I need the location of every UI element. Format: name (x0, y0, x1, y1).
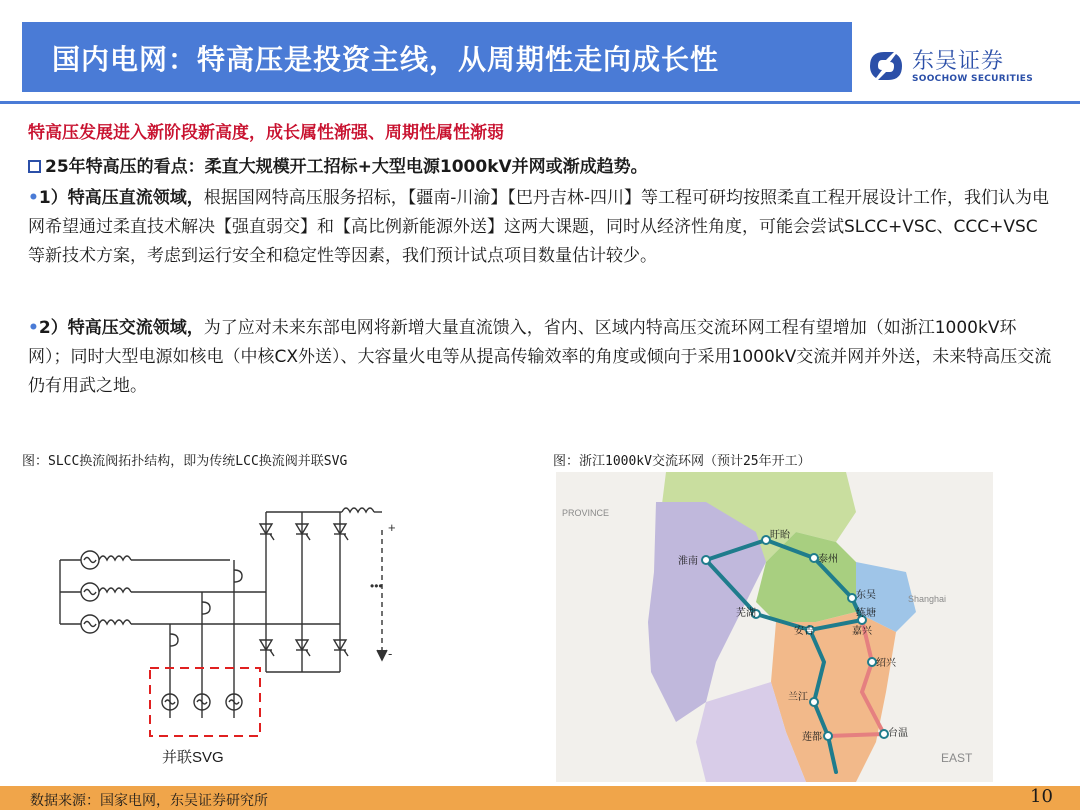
ac-source-3 (60, 615, 340, 633)
map-label-lanjiang: 兰江 (788, 692, 808, 703)
zhejiang-ring-map (556, 472, 993, 782)
map-label-east: EAST (941, 751, 973, 765)
left-figure-caption: 图：SLCC换流阀拓扑结构，即为传统LCC换流阀并联SVG (22, 454, 348, 469)
svg-highlight-box (150, 668, 260, 736)
paragraph-dc (28, 184, 1052, 271)
map-label-province: PROVINCE (562, 508, 610, 518)
map-label-xuyi: 盱眙 (770, 530, 790, 541)
svg-label: 并联SVG (162, 749, 224, 766)
map-label-taizhou: 泰州 (818, 554, 838, 565)
paragraph-dc-body: 根据国网特高压服务招标，【疆南-川渝】【巴丹吉林-四川】等工程可研均按照柔直工程开展设计工作，我们认为电网希望通过柔直技术解决【强直弱交】和【高比例新能源外送】这两大课题，同时从经济性角度，可能会尝试SLCC+VSC、CCC+VSC等新技术方案，考虑到运行安全和稳定性等因素，我们预计试点项目数量估计较少。 (28, 188, 1049, 266)
ac-source-1 (60, 551, 230, 569)
section-subtitle: 特高压发展进入新阶段新高度，成长属性渐强、周期性属性渐弱 (28, 123, 504, 143)
paragraph-ac-body: 为了应对未来东部电网将新增大量直流馈入，省内、区域内特高压交流环网工程有望增加（如浙江1000kV环网）；同时大型电源如核电（中核CX外送）、大容量火电等从提高传输效率的角度或倾向于采用1000kV交流并网并外送，未来特高压交流仍有用武之地。 (28, 318, 1052, 396)
header-divider (0, 101, 1080, 104)
page-title: 国内电网：特高压是投资主线，从周期性走向成长性 (52, 43, 720, 76)
bullet-dot-icon: • (28, 318, 39, 338)
bullet-dot-icon: • (28, 188, 39, 208)
square-bullet-icon (28, 160, 41, 173)
svg-text:•••: ••• (370, 579, 383, 593)
map-label-anji: 安吉 (794, 626, 814, 637)
title-bar (22, 22, 852, 92)
logo-mark-icon (866, 48, 906, 84)
ac-source-2 (60, 583, 266, 601)
slcc-topology-diagram (40, 490, 440, 780)
map-label-jiaxing: 嘉兴 (852, 626, 872, 637)
paragraph-dc-lead: 1）特高压直流领域， (38, 188, 204, 208)
map-label-liantang: 练塘 (856, 608, 876, 619)
right-figure-caption: 图：浙江1000kV交流环网（预计25年开工） (553, 454, 811, 469)
logo-english-name: SOOCHOW SECURITIES (912, 74, 1033, 84)
map-label-dongwu: 东吴 (856, 590, 876, 601)
map-label-wuhu: 芜湖 (736, 608, 756, 619)
key-point (28, 152, 648, 177)
logo-chinese-name: 东吴证券 (912, 49, 1005, 74)
map-label-taiwen: 台温 (888, 728, 908, 739)
map-label-liandu: 莲都 (802, 732, 822, 743)
paragraph-ac (28, 314, 1052, 401)
key-point-text: 25年特高压的看点：柔直大规模开工招标+大型电源1000kV并网或渐成趋势。 (45, 157, 648, 177)
map-label-shaoxing: 绍兴 (876, 658, 896, 669)
map-label-shanghai: Shanghai (908, 594, 947, 604)
paragraph-ac-lead: 2）特高压交流领域， (38, 318, 204, 338)
svg-text:+: + (388, 520, 396, 535)
map-label-huainan: 淮南 (678, 556, 698, 567)
footer-source: 数据来源：国家电网，东吴证券研究所 (30, 793, 268, 809)
svg-text:-: - (388, 646, 393, 661)
company-logo (866, 44, 1066, 92)
page-number: 10 (1030, 786, 1053, 807)
